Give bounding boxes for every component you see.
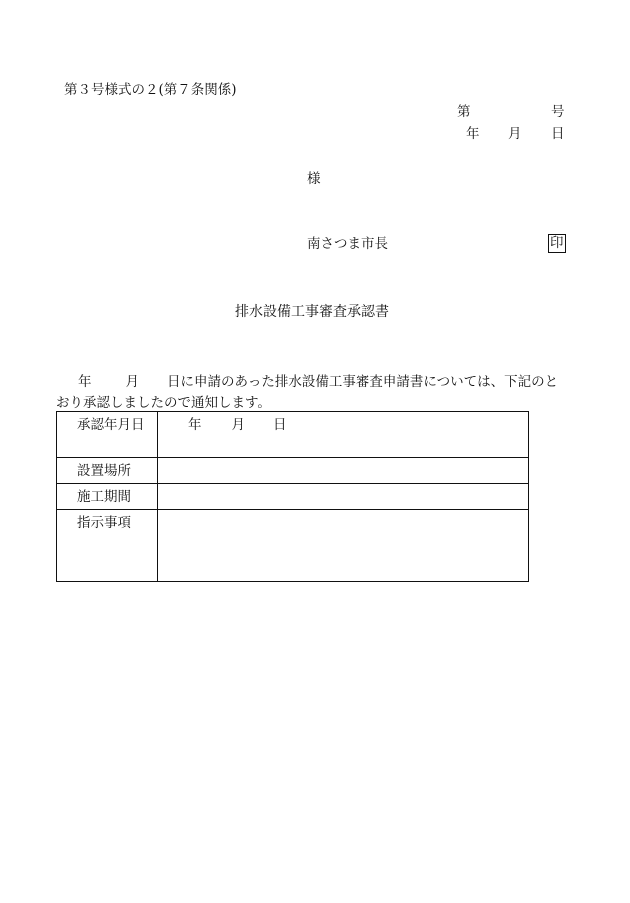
- seal-mark: 印: [550, 235, 564, 251]
- row-value-installation-site: [158, 458, 529, 484]
- document-number-prefix: 第: [457, 104, 471, 120]
- row-value-construction-period: [158, 484, 529, 510]
- approval-table: [56, 411, 529, 582]
- row-value-instructions: [158, 510, 529, 582]
- issue-date-year: 年: [466, 126, 480, 142]
- issuer-name: 南さつま市長: [307, 236, 388, 252]
- addressee-honorific: 様: [307, 171, 321, 187]
- row-value-approval-date: 年 月 日: [158, 412, 529, 458]
- table-row: [57, 412, 529, 458]
- issue-date-month: 月: [508, 126, 522, 142]
- form-number: 第３号様式の２(第７条関係): [64, 82, 237, 98]
- table-row: [57, 458, 529, 484]
- row-label-approval-date: 承認年月日: [57, 412, 158, 458]
- body-year: 年: [78, 374, 92, 390]
- table-row: [57, 484, 529, 510]
- row-label-instructions: 指示事項: [57, 510, 158, 582]
- document-title: 排水設備工事審査承認書: [235, 304, 389, 320]
- table-row: [57, 510, 529, 582]
- document-number-suffix: 号: [551, 104, 565, 120]
- notification-body: [56, 372, 568, 414]
- row-label-construction-period: 施工期間: [57, 484, 158, 510]
- row-label-installation-site: 設置場所: [57, 458, 158, 484]
- body-month: 月: [125, 374, 139, 390]
- issue-date-day: 日: [551, 126, 565, 142]
- body-text: 日に申請のあった排水設備工事審査申請書については、下記のとおり承認しましたので通知します。: [56, 374, 559, 411]
